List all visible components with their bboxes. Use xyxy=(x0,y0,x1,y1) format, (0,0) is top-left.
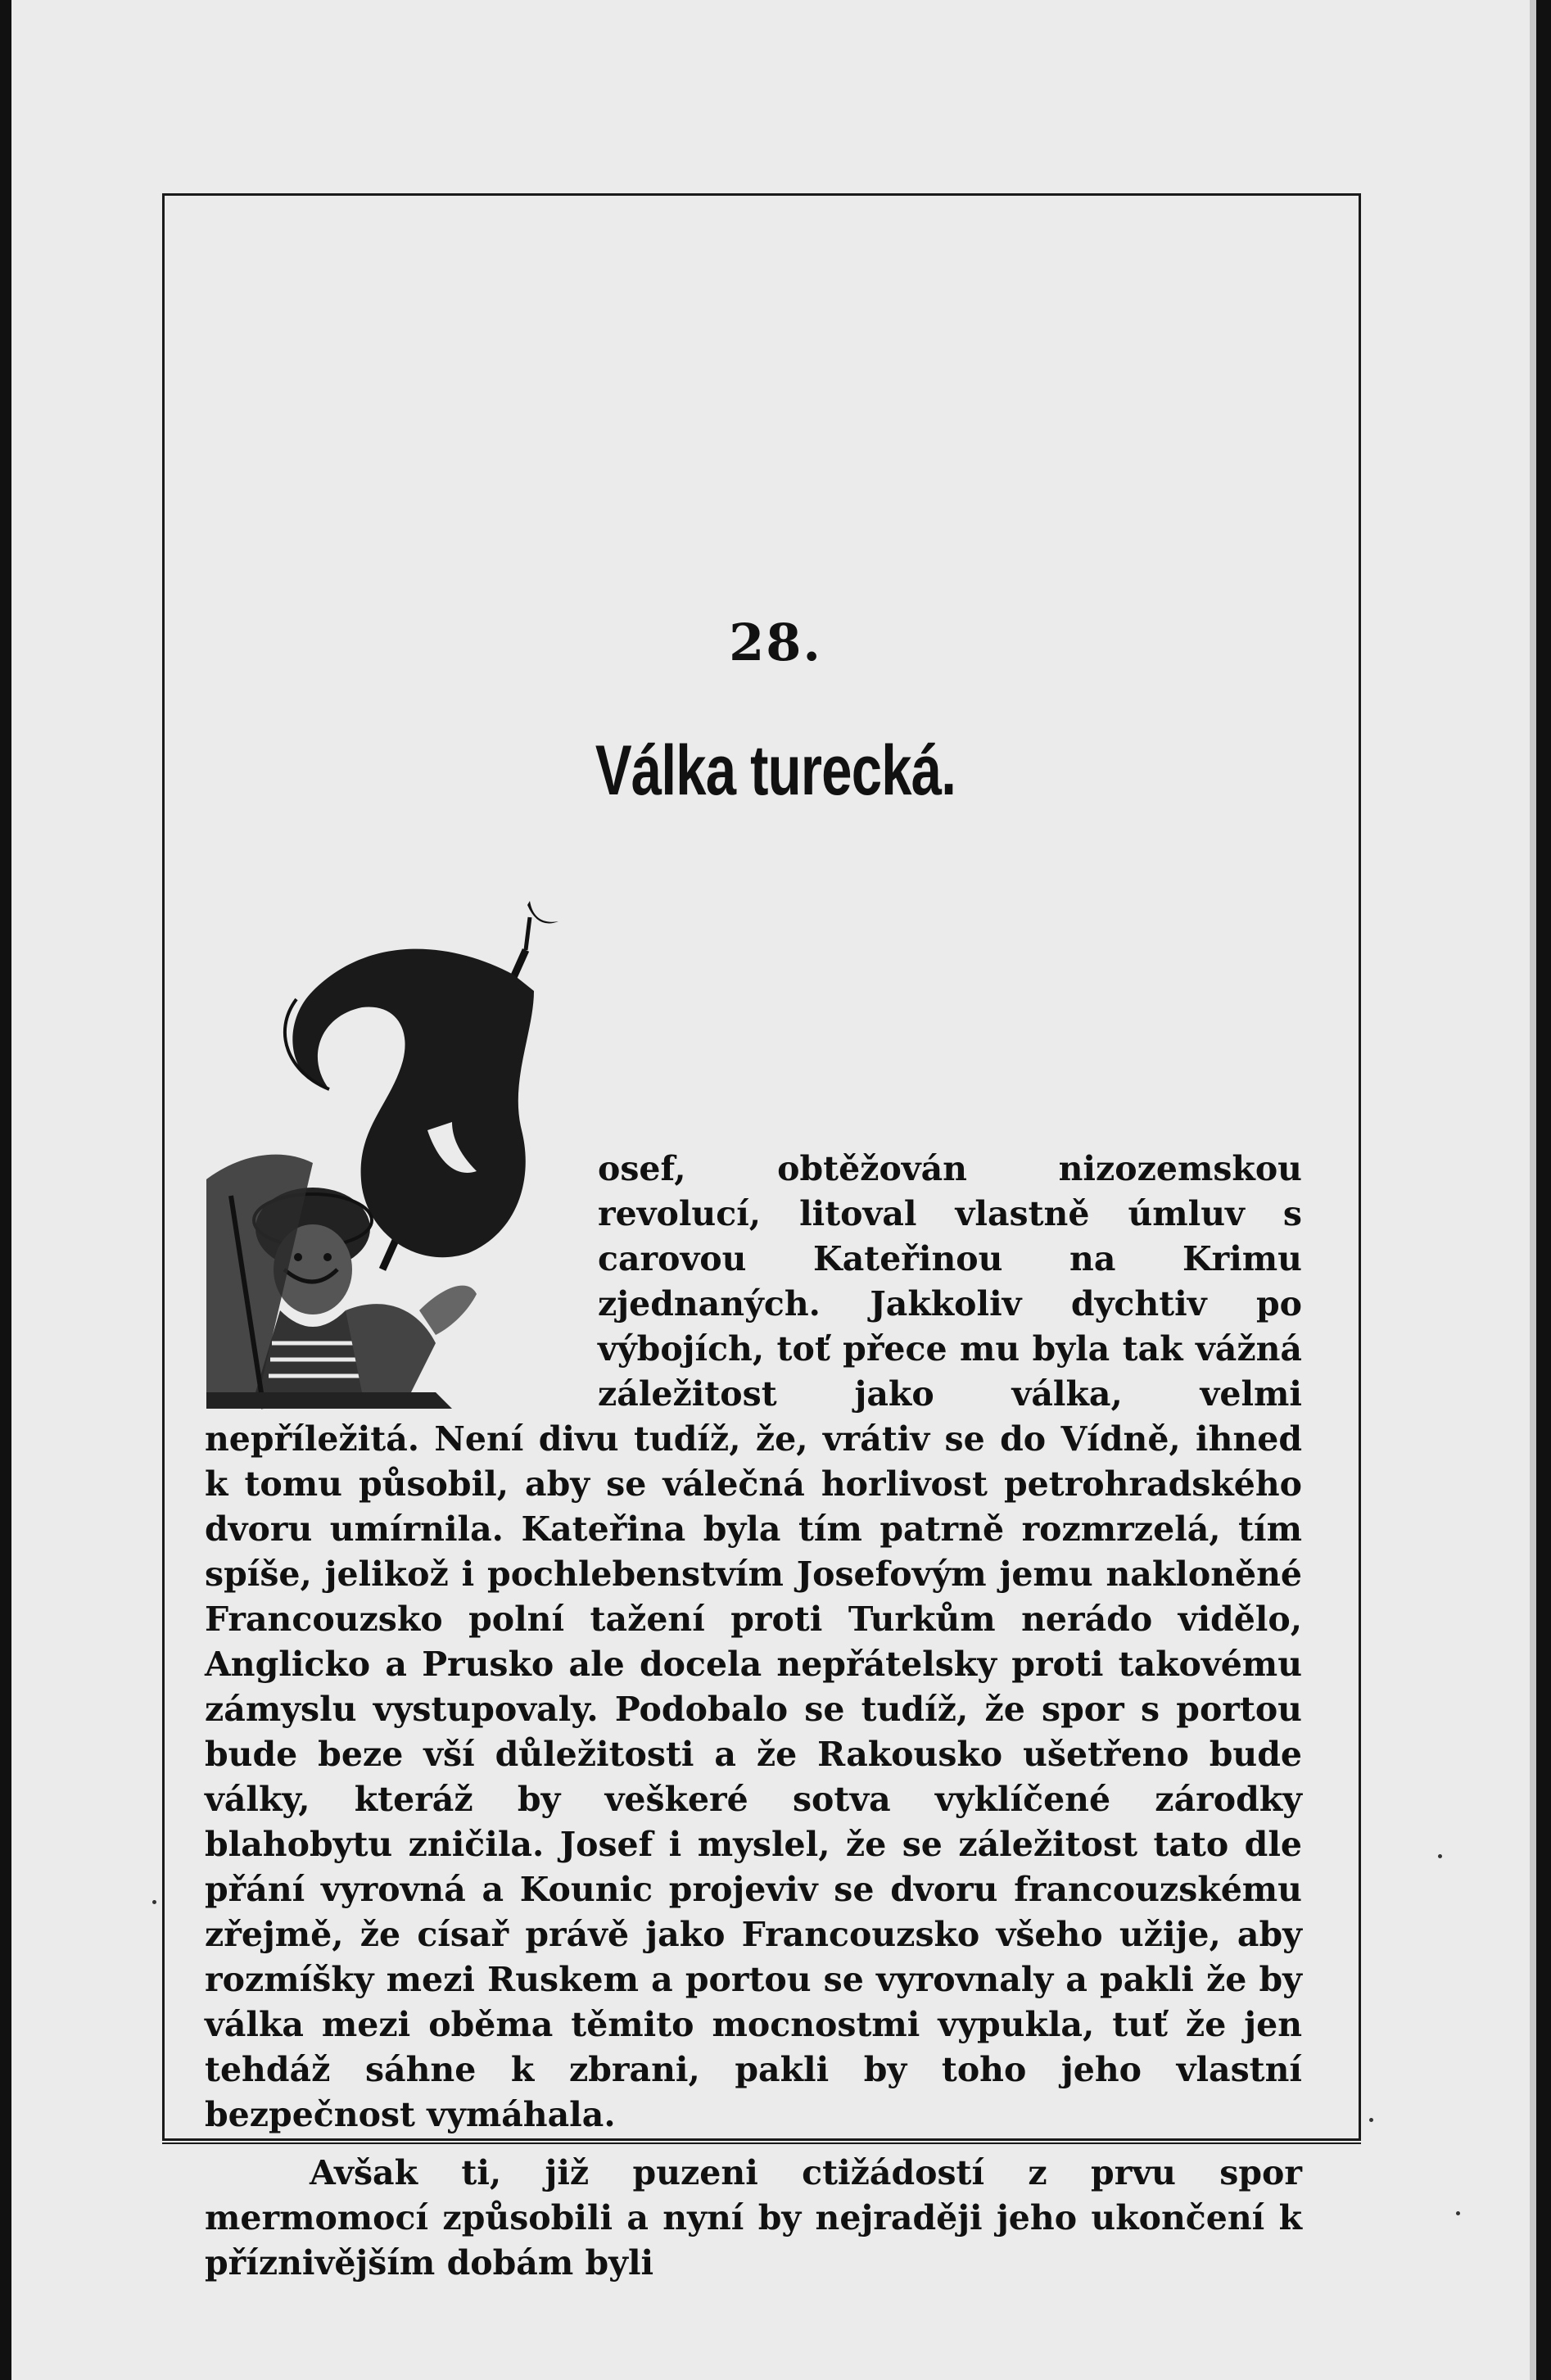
body-text xyxy=(205,1147,1302,2286)
speck xyxy=(1369,2118,1373,2122)
paragraph-1: osef, obtěžován nizozemskou revolucí, litoval vlastně úmluv s carovou Kateřinou na Krimu zjednaných. Jakkoliv dychtiv po výbojích, toť přece mu byla tak vážná záležitost jako válka, velmi nepříležitá. Není divu tudíž, že, vrátiv se do Vídně, ihned k tomu působil, aby se válečná horlivost petrohradského dvoru umírnila. Kateřina byla tím patrně rozmrzelá, tím spíše, jelikož i pochlebenstvím Josefovým jemu nakloněné Francouzsko polní tažení proti Turkům nerádo vidělo, Anglicko a Prusko ale docela nepřátelsky proti takovému zámyslu vystupovaly. Podobalo se tudíž, že spor s portou bude beze vší důležitosti a že Rakousko ušetřeno bude války, kteráž by veškeré sotva vyklíčené zárodky blahobytu zničila. Josef i myslel, že se záležitost tato dle přání vyrovná a Kounic projeviv se dvoru francouzskému zřejmě, že císař právě jako Francouzsko všeho užije, aby rozmíšky mezi Ruskem a portou se vyrovnaly a pakli že by válka mezi oběma těmito mocnostmi vypukla, tuť že jen tehdáž sáhne k zbrani, pakli by toho jeho vlastní bezpečnost vymáhala. xyxy=(205,1149,1302,2134)
chapter-number: 28. xyxy=(729,613,822,672)
chapter-title: Válka turecká. xyxy=(595,731,956,810)
speck xyxy=(152,1900,156,1904)
paragraph-2: Avšak ti, již puzeni ctižádostí z prvu spor mermomocí způsobili a nyní by nejraději jeho ukončení k příznivějším dobám byli xyxy=(205,2153,1302,2283)
speck xyxy=(1456,2211,1460,2215)
speck xyxy=(1438,1854,1442,1858)
scan-right-edge xyxy=(1536,0,1551,2380)
initial-letter-space xyxy=(205,1147,598,1417)
scan-left-edge xyxy=(0,0,11,2380)
scan-right-shadow xyxy=(1530,0,1536,2380)
